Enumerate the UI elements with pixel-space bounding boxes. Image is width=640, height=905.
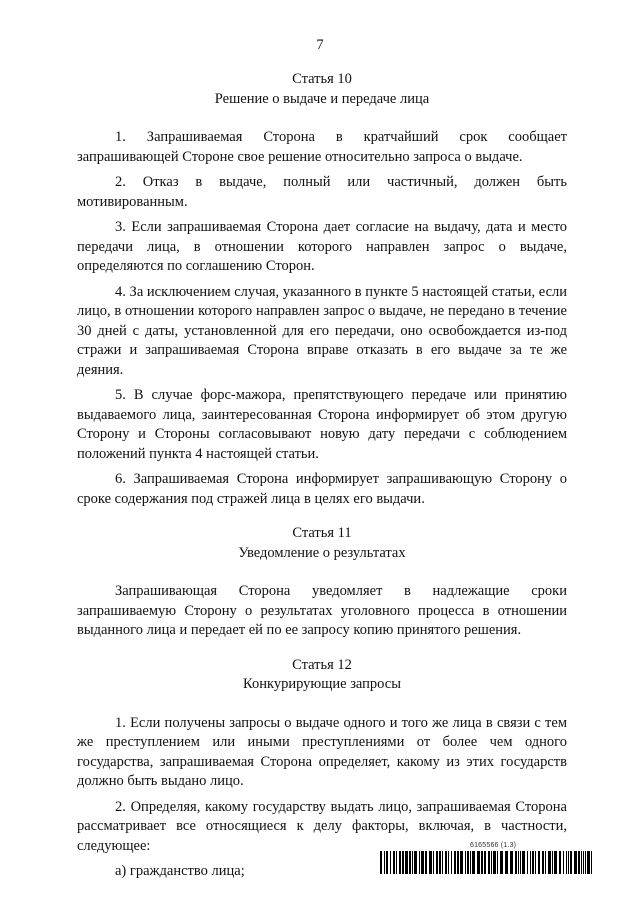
paragraph: а) гражданство лица; [115, 863, 245, 879]
paragraph: 3. Если запрашиваемая Сторона дает согласие на выдачу, дата и место передачи лица, в отношении которого направлен запрос о выдаче, определяются по соглашению Сторон. [77, 219, 567, 274]
document-code: 6165566 (1.3) [470, 842, 517, 849]
paragraph: 1. Запрашиваемая Сторона в кратчайший срок сообщает запрашивающей Стороне свое решение относительно запроса о выдаче. [77, 129, 567, 165]
page-number: 7 [316, 37, 324, 53]
paragraph: 4. За исключением случая, указанного в пункте 5 настоящей статьи, если лицо, в отношении которого направлен запрос о выдаче, не передано в течение 30 дней с даты, установленной для его передачи, оно освобождается из-под стражи и запрашиваемая Сторона вправе отказать в его выдаче за те же деяния. [77, 283, 567, 378]
paragraph: 6. Запрашиваемая Сторона информирует запрашивающую Сторону о сроке содержания под стражей лица в целях его выдачи. [77, 471, 567, 507]
paragraph: 1. Если получены запросы о выдаче одного и того же лица в связи с тем же преступлением или иными преступлениями от более чем одного государства, запрашиваемая Сторона определяет, какому из этих государств должно быть выдано лицо. [77, 714, 567, 789]
paragraph: 2. Отказ в выдаче, полный или частичный, должен быть мотивированным. [77, 174, 567, 210]
article-title: Конкурирующие запросы [243, 676, 401, 692]
article-title: Уведомление о результатах [238, 544, 406, 561]
document-body [77, 70, 567, 897]
article-10 [77, 70, 567, 509]
paragraph: Запрашивающая Сторона уведомляет в надлежащие сроки запрашиваемую Сторону о результатах уголовного процесса в отношении выданного лица и передает ей по ее запросу копию принятого решения. [77, 583, 567, 638]
article-number: Статья 10 [292, 71, 352, 87]
paragraph: 2. Определяя, какому государству выдать лицо, запрашиваемая Сторона рассматривает все относящиеся к делу факторы, включая, в частности, следующее: [77, 798, 567, 854]
article-title: Решение о выдаче и передаче лица [214, 90, 430, 107]
article-number: Статья 12 [292, 656, 352, 673]
article-11 [77, 524, 567, 641]
barcode [380, 851, 592, 874]
paragraph: 5. В случае форс-мажора, препятствующего передаче или принятию выдаваемого лица, заинтересованная Сторона информирует об этом другую Сторону и Стороны согласовывают новую дату передачи с соблюдением положений пункта 4 настоящей статьи. [77, 387, 567, 462]
article-number: Статья 11 [292, 525, 352, 541]
